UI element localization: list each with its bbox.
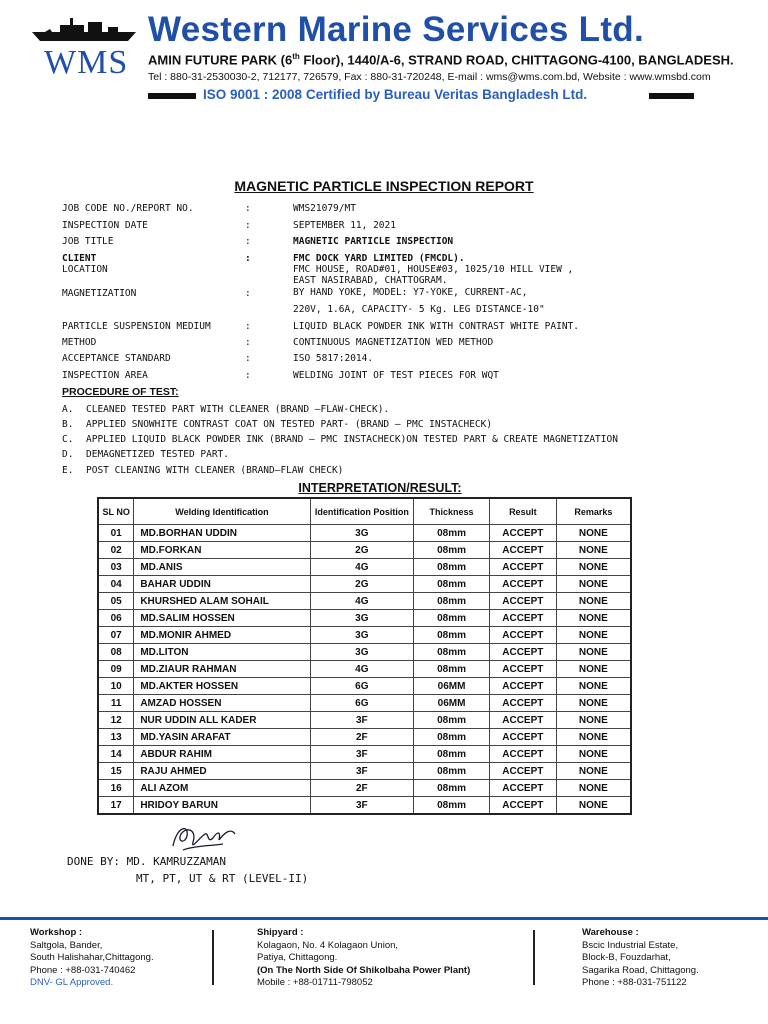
warehouse-line: Phone : +88-031-751122 xyxy=(582,977,687,988)
cell-sl: 10 xyxy=(98,678,134,695)
cell-welding-id: MD.SALIM HOSSEN xyxy=(134,610,310,627)
cell-remarks: NONE xyxy=(556,712,631,729)
procedure-step-letter: A. xyxy=(62,404,74,415)
table-row xyxy=(98,627,631,644)
company-name: Western Marine Services Ltd. xyxy=(148,10,644,49)
signature xyxy=(163,820,245,856)
cell-welding-id: RAJU AHMED xyxy=(134,763,310,780)
cell-thickness: 08mm xyxy=(414,525,490,542)
cell-sl: 09 xyxy=(98,661,134,678)
cell-sl: 04 xyxy=(98,576,134,593)
cell-thickness: 08mm xyxy=(414,763,490,780)
table-row xyxy=(98,559,631,576)
report-title: MAGNETIC PARTICLE INSPECTION REPORT xyxy=(234,178,534,194)
col-header-position: Identification Position xyxy=(310,498,414,525)
cell-thickness: 08mm xyxy=(414,593,490,610)
col-header-result: Result xyxy=(489,498,556,525)
cell-result: ACCEPT xyxy=(489,525,556,542)
cell-remarks: NONE xyxy=(556,678,631,695)
cell-result: ACCEPT xyxy=(489,593,556,610)
cell-result: ACCEPT xyxy=(489,559,556,576)
cell-remarks: NONE xyxy=(556,576,631,593)
cell-result: ACCEPT xyxy=(489,746,556,763)
logo-text: WMS xyxy=(44,44,129,81)
cell-remarks: NONE xyxy=(556,729,631,746)
cell-position: 3G xyxy=(310,525,414,542)
cell-thickness: 08mm xyxy=(414,729,490,746)
shipyard-mobile: Mobile : +88-01711-798052 xyxy=(257,977,373,988)
cell-position: 3F xyxy=(310,712,414,729)
dnv-approval: DNV- GL Approved. xyxy=(30,977,114,988)
cell-sl: 12 xyxy=(98,712,134,729)
field-value: LIQUID BLACK POWDER INK WITH CONTRAST WHITE PAINT. xyxy=(293,321,579,332)
cell-sl: 14 xyxy=(98,746,134,763)
cell-thickness: 08mm xyxy=(414,644,490,661)
results-table xyxy=(97,497,632,815)
field-label: JOB TITLE xyxy=(62,236,114,247)
field-colon: : xyxy=(245,236,251,247)
cell-welding-id: MD.YASIN ARAFAT xyxy=(134,729,310,746)
field-value: FMC HOUSE, ROAD#01, HOUSE#03, 1025/10 HILL VIEW , xyxy=(293,264,574,275)
table-row xyxy=(98,644,631,661)
cell-thickness: 08mm xyxy=(414,576,490,593)
procedure-step-letter: B. xyxy=(62,419,74,430)
cell-welding-id: NUR UDDIN ALL KADER xyxy=(134,712,310,729)
cell-result: ACCEPT xyxy=(489,610,556,627)
cell-position: 2G xyxy=(310,542,414,559)
warehouse-line: Sagarika Road, Chittagong. xyxy=(582,964,699,976)
cell-thickness: 08mm xyxy=(414,610,490,627)
cell-position: 2F xyxy=(310,729,414,746)
cell-position: 3F xyxy=(310,746,414,763)
field-label: CLIENT xyxy=(62,253,97,264)
field-value: SEPTEMBER 11, 2021 xyxy=(293,220,396,231)
procedure-step-letter: D. xyxy=(62,449,74,460)
procedure-step-letter: C. xyxy=(62,434,74,445)
table-row xyxy=(98,763,631,780)
cell-position: 2F xyxy=(310,780,414,797)
cell-sl: 17 xyxy=(98,797,134,815)
table-row xyxy=(98,610,631,627)
cell-remarks: NONE xyxy=(556,746,631,763)
cell-position: 6G xyxy=(310,678,414,695)
cell-position: 3G xyxy=(310,610,414,627)
cell-result: ACCEPT xyxy=(489,644,556,661)
cell-remarks: NONE xyxy=(556,559,631,576)
cell-thickness: 08mm xyxy=(414,780,490,797)
cell-remarks: NONE xyxy=(556,542,631,559)
field-colon: : xyxy=(245,253,251,264)
iso-certification: ISO 9001 : 2008 Certified by Bureau Veritas Bangladesh Ltd. xyxy=(203,87,588,102)
procedure-step-text: APPLIED LIQUID BLACK POWDER INK (BRAND – PMC INSTACHECK)ON TESTED PART & CREATE MAGNETIZATION xyxy=(86,434,618,445)
cell-sl: 01 xyxy=(98,525,134,542)
inspector-qualification: MT, PT, UT & RT (LEVEL-II) xyxy=(136,872,309,885)
cell-sl: 05 xyxy=(98,593,134,610)
cell-thickness: 08mm xyxy=(414,712,490,729)
cell-result: ACCEPT xyxy=(489,712,556,729)
table-row xyxy=(98,746,631,763)
cell-remarks: NONE xyxy=(556,644,631,661)
cell-welding-id: ALI AZOM xyxy=(134,780,310,797)
field-label: MAGNETIZATION xyxy=(62,288,137,299)
cell-result: ACCEPT xyxy=(489,576,556,593)
footer-shipyard xyxy=(257,927,470,990)
cell-remarks: NONE xyxy=(556,763,631,780)
divider-bar xyxy=(148,93,196,99)
cell-sl: 07 xyxy=(98,627,134,644)
divider-bar xyxy=(649,93,694,99)
shipyard-line: (On The North Side Of Shikolbaha Power Plant) xyxy=(257,964,471,976)
field-label: ACCEPTANCE STANDARD xyxy=(62,353,171,364)
cell-welding-id: AMZAD HOSSEN xyxy=(134,695,310,712)
procedure-title: PROCEDURE OF TEST: xyxy=(62,386,179,398)
field-label: INSPECTION DATE xyxy=(62,220,148,231)
cell-result: ACCEPT xyxy=(489,678,556,695)
workshop-line: Phone : +88-031-740462 xyxy=(30,964,136,976)
field-colon: : xyxy=(245,353,251,364)
field-value: 220V, 1.6A, CAPACITY- 5 Kg. LEG DISTANCE-10" xyxy=(293,304,545,315)
cell-remarks: NONE xyxy=(556,797,631,815)
cell-position: 4G xyxy=(310,593,414,610)
field-label: LOCATION xyxy=(62,264,108,275)
field-colon: : xyxy=(245,220,251,231)
workshop-line: South Halishahar,Chittagong. xyxy=(30,952,154,963)
procedure-step-letter: E. xyxy=(62,465,74,476)
field-label: JOB CODE NO./REPORT NO. xyxy=(62,203,194,214)
cell-sl: 11 xyxy=(98,695,134,712)
cell-result: ACCEPT xyxy=(489,661,556,678)
cell-thickness: 08mm xyxy=(414,746,490,763)
shipyard-title: Shipyard : xyxy=(257,927,304,938)
cell-thickness: 08mm xyxy=(414,542,490,559)
cell-welding-id: MD.LITON xyxy=(134,644,310,661)
done-by: DONE BY: MD. KAMRUZZAMAN xyxy=(67,855,226,868)
field-colon: : xyxy=(245,203,251,214)
warehouse-line: Block-B, Fouzdarhat, xyxy=(582,952,671,963)
table-row xyxy=(98,661,631,678)
table-row xyxy=(98,797,631,815)
cell-result: ACCEPT xyxy=(489,797,556,815)
company-contact: Tel : 880-31-2530030-2, 712177, 726579, Fax : 880-31-720248, E-mail : wms@wms.com.bd, Website : www.wmsbd.com xyxy=(148,71,711,83)
cell-welding-id: HRIDOY BARUN xyxy=(134,797,310,815)
workshop-line: Saltgola, Bander, xyxy=(30,939,103,951)
cell-remarks: NONE xyxy=(556,627,631,644)
cell-sl: 06 xyxy=(98,610,134,627)
cell-thickness: 08mm xyxy=(414,627,490,644)
field-label: METHOD xyxy=(62,337,97,348)
cell-welding-id: ABDUR RAHIM xyxy=(134,746,310,763)
cell-remarks: NONE xyxy=(556,695,631,712)
company-logo xyxy=(30,14,138,84)
field-value: EAST NASIRABAD, CHATTOGRAM. xyxy=(293,275,448,286)
table-row xyxy=(98,576,631,593)
cell-thickness: 08mm xyxy=(414,559,490,576)
field-value: BY HAND YOKE, MODEL: Y7-YOKE, CURRENT-AC, xyxy=(293,287,528,298)
footer-divider xyxy=(0,917,768,920)
table-row xyxy=(98,678,631,695)
cell-welding-id: MD.MONIR AHMED xyxy=(134,627,310,644)
cell-result: ACCEPT xyxy=(489,763,556,780)
warehouse-title: Warehouse : xyxy=(582,927,639,938)
table-row xyxy=(98,593,631,610)
cell-thickness: 08mm xyxy=(414,797,490,815)
table-row xyxy=(98,729,631,746)
col-header-sl: SL NO xyxy=(98,498,134,525)
field-label: PARTICLE SUSPENSION MEDIUM xyxy=(62,321,211,332)
address-part: Floor), 1440/A-6, STRAND ROAD, CHITTAGONG-4100, BANGLADESH. xyxy=(299,52,734,68)
table-row xyxy=(98,780,631,797)
workshop-title: Workshop : xyxy=(30,927,83,938)
warehouse-line: Bscic Industrial Estate, xyxy=(582,939,679,951)
cell-sl: 02 xyxy=(98,542,134,559)
field-colon: : xyxy=(245,321,251,332)
footer-workshop xyxy=(30,927,154,990)
cell-thickness: 06MM xyxy=(414,678,490,695)
cell-position: 3F xyxy=(310,763,414,780)
field-value: WELDING JOINT OF TEST PIECES FOR WQT xyxy=(293,370,499,381)
cell-remarks: NONE xyxy=(556,780,631,797)
field-value: MAGNETIC PARTICLE INSPECTION xyxy=(293,236,454,247)
cell-welding-id: MD.FORKAN xyxy=(134,542,310,559)
cell-position: 4G xyxy=(310,661,414,678)
table-row xyxy=(98,525,631,542)
cell-remarks: NONE xyxy=(556,525,631,542)
shipyard-line: Patiya, Chittagong. xyxy=(257,952,338,963)
cell-welding-id: BAHAR UDDIN xyxy=(134,576,310,593)
cell-sl: 13 xyxy=(98,729,134,746)
cell-result: ACCEPT xyxy=(489,627,556,644)
results-title: INTERPRETATION/RESULT: xyxy=(298,481,462,495)
field-colon: : xyxy=(245,370,251,381)
company-address xyxy=(148,52,734,67)
procedure-step-text: DEMAGNETIZED TESTED PART. xyxy=(86,449,229,460)
field-label: INSPECTION AREA xyxy=(62,370,148,381)
cell-thickness: 08mm xyxy=(414,661,490,678)
table-row xyxy=(98,695,631,712)
cell-welding-id: MD.ANIS xyxy=(134,559,310,576)
procedure-step-text: APPLIED SNOWHITE CONTRAST COAT ON TESTED PART- (BRAND – PMC INSTACHECK) xyxy=(86,419,493,430)
cell-result: ACCEPT xyxy=(489,729,556,746)
cell-sl: 16 xyxy=(98,780,134,797)
cell-position: 4G xyxy=(310,559,414,576)
field-colon: : xyxy=(245,337,251,348)
col-header-remarks: Remarks xyxy=(556,498,631,525)
address-part: AMIN FUTURE PARK (6 xyxy=(148,52,293,68)
cell-result: ACCEPT xyxy=(489,780,556,797)
cell-remarks: NONE xyxy=(556,661,631,678)
cell-sl: 15 xyxy=(98,763,134,780)
cell-position: 3F xyxy=(310,797,414,815)
cell-welding-id: MD.ZIAUR RAHMAN xyxy=(134,661,310,678)
field-value: FMC DOCK YARD LIMITED (FMCDL). xyxy=(293,253,465,264)
field-value: WMS21079/MT xyxy=(293,203,356,214)
table-row xyxy=(98,712,631,729)
cell-sl: 08 xyxy=(98,644,134,661)
footer-warehouse xyxy=(582,927,699,990)
cell-welding-id: KHURSHED ALAM SOHAIL xyxy=(134,593,310,610)
cell-position: 3G xyxy=(310,627,414,644)
procedure-step-text: POST CLEANING WITH CLEANER (BRAND–FLAW CHECK) xyxy=(86,465,344,476)
cell-position: 2G xyxy=(310,576,414,593)
table-row xyxy=(98,542,631,559)
cell-welding-id: MD.AKTER HOSSEN xyxy=(134,678,310,695)
cell-result: ACCEPT xyxy=(489,695,556,712)
cell-position: 3G xyxy=(310,644,414,661)
cell-remarks: NONE xyxy=(556,610,631,627)
shipyard-line: Kolagaon, No. 4 Kolagaon Union, xyxy=(257,939,399,951)
footer-separator xyxy=(533,930,535,985)
field-colon: : xyxy=(245,288,251,299)
field-value: ISO 5817:2014. xyxy=(293,353,374,364)
cell-welding-id: MD.BORHAN UDDIN xyxy=(134,525,310,542)
field-value: CONTINUOUS MAGNETIZATION WED METHOD xyxy=(293,337,494,348)
col-header-thickness: Thickness xyxy=(414,498,490,525)
table-header-row xyxy=(98,498,631,525)
cell-position: 6G xyxy=(310,695,414,712)
cell-remarks: NONE xyxy=(556,593,631,610)
cell-sl: 03 xyxy=(98,559,134,576)
cell-thickness: 06MM xyxy=(414,695,490,712)
address-sup: th xyxy=(292,52,300,61)
procedure-step-text: CLEANED TESTED PART WITH CLEANER (BRAND –FLAW-CHECK). xyxy=(86,404,390,415)
footer-separator xyxy=(212,930,214,985)
cell-result: ACCEPT xyxy=(489,542,556,559)
col-header-welding: Welding Identification xyxy=(134,498,310,525)
